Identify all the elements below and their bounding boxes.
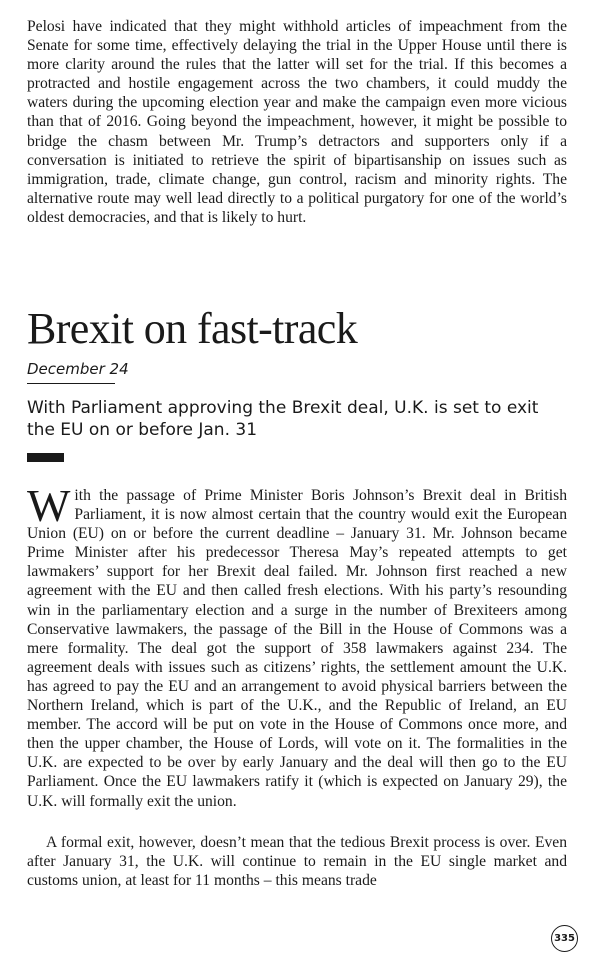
section-marker-bar: [27, 453, 64, 462]
article-paragraph-1-text: ith the passage of Prime Minister Boris Johnson’s Brexit deal in British Parliament, it is now almost certain that the country would exit the European Union (EU) on or before the current deadline – January 31. Mr. Johnson became Prime Minister after his predecessor Theresa May’s repeated attempts to get lawmakers’ support for her Brexit deal failed. Mr. Johnson first reached a new agreement with the EU and then called fresh elections. With his party’s resounding win in the parliamentary election and a surge in the number of Brexiteers among Conservative lawmakers, the passage of the Bill in the House of Commons was a mere formality. The deal got the support of 358 lawmakers against 234. The agreement deals with issues such as citizens’ rights, the settlement amount the U.K. has agreed to pay the EU and an arrangement to avoid physical barriers between the Northern Ireland, which is part of the U.K., and the Republic of Ireland, an EU member. The accord will be put on vote in the House of Commons once more, and then the upper chamber, the House of Lords, will vote on it. The formalities in the U.K. are expected to be over by early January and the deal will then go to the EU Parliament. Once the EU lawmakers ratify it (which is expected on January 29), the U.K. will formally exit the union.: [27, 487, 567, 810]
page-number-badge: 335: [551, 925, 578, 952]
article-headline: Brexit on fast-track: [27, 304, 358, 353]
date-underline-rule: [27, 383, 115, 384]
article-standfirst: With Parliament approving the Brexit deal, U.K. is set to exit the EU on or before Jan. 31: [27, 398, 539, 440]
article-date: December 24: [27, 360, 129, 378]
article-paragraph-2: A formal exit, however, doesn’t mean that the tedious Brexit process is over. Even after January 31, the U.K. will continue to remain in the EU single market and customs union, at least for 11 months – this means trade: [27, 834, 567, 890]
article-paragraph-1: [27, 480, 567, 811]
intro-paragraph: Pelosi have indicated that they might withhold articles of impeachment from the Senate for some time, effectively delaying the trial in the Upper House until there is more clarity around the rules that the latter will set for the trial. If this becomes a protracted and hostile engagement across the two chambers, it could muddy the waters during the upcoming election year and make the campaign even more vicious than that of 2016. Going beyond the impeachment, however, it might be possible to bridge the chasm between Mr. Trump’s detractors and supporters only if a conversation is initiated to retrieve the spirit of bipartisanship on issues such as immigration, trade, climate change, gun control, racism and minority rights. The alternative route may well lead directly to a political purgatory for one of the world’s oldest democracies, and that is likely to hurt.: [27, 18, 567, 226]
drop-cap: W: [27, 480, 71, 531]
